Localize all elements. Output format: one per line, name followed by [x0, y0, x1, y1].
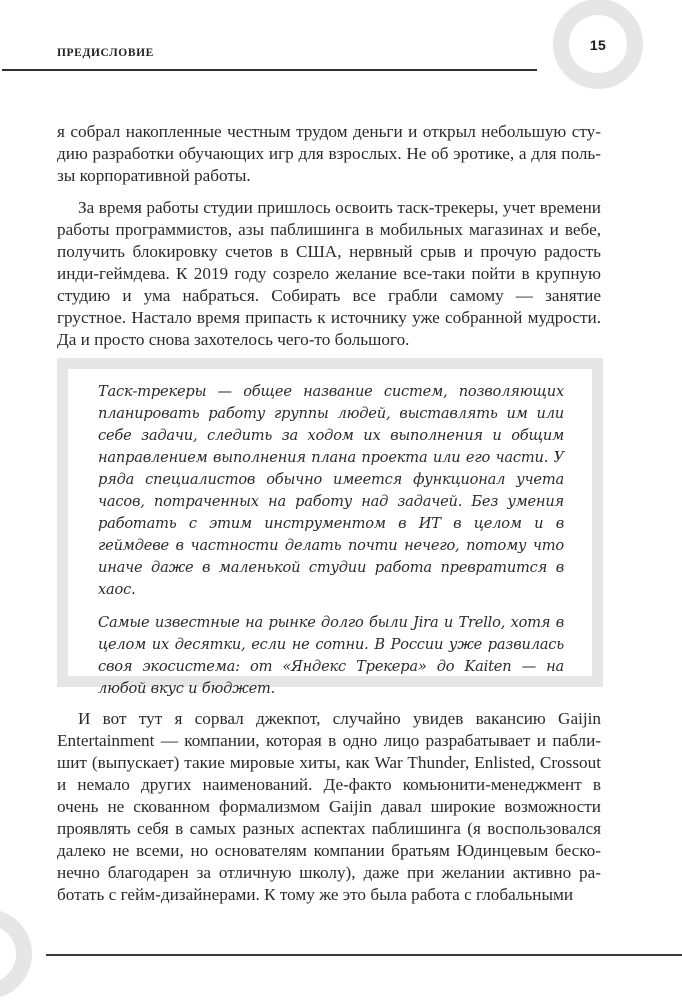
body-paragraph-2 — [57, 197, 601, 351]
callout-paragraph-1: Таск-трекеры — общее название систем, позволяющих планировать работу группы людей, выставлять им или себе задачи, следить за ходом их выполнения и общим направлением выполнения плана проекта или его части. У ряда специалистов обычно имеется функционал учета часов, потраченных на работу над задачей. Без умения работать с этим инструментом в ИТ в целом и в геймдеве в частности делать почти нечего, потому что иначе даже в маленькой студии работа превратится в хаос. — [98, 383, 564, 598]
callout-paragraph-2: Самые известные на рынке долго были Jira и Trello, хотя в целом их десятки, если не сотни. В России уже развилась своя экосистема: от «Яндекс Трекера» до Kaiten — на любой вкус и бюджет. — [98, 614, 564, 697]
body-paragraph-1 — [57, 121, 601, 187]
page-number-ring — [553, 0, 643, 89]
callout-body — [98, 381, 564, 711]
running-head: ПРЕДИСЛОВИЕ — [57, 47, 154, 59]
footer-rule — [46, 954, 682, 956]
paragraph-text: За время работы студии пришлось освоить таск-трекеры, учет времени работы программистов, азы паблишинга в мобильных магазинах и вебе, получить блокировку счетов в США, нервный срыв и прочую радость инди-геймдева. К 2019 году созрело желание все-таки пойти в крупную студию и ума набраться. Собирать все грабли самому — занятие грустное. Настало время припасть к источнику уже собранной мудрости. Да и просто снова захотелось чего-то большого. — [57, 198, 601, 349]
body-paragraph-3 — [57, 708, 601, 906]
paragraph-text: И вот тут я сорвал джекпот, случайно увидев вакансию Gaijin Entertainment — компании, которая в одно лицо разрабатывает и паблишит (выпускает) такие мировые хиты, как War Thunder, Enlisted, Crossout и немало других наименований. Де-факто комьюнити-менеджмент в очень не скованном формализмом Gaijin давал широкие возможности проявлять себя в самых разных аспектах паблишинга (я воспользовался далеко не всеми, но основателям компании братьям Юдинцевым бесконечно благодарен за отличную школу), даже при желании активно работать с гейм-дизайнерами. К тому же это была работа с глобальными — [57, 709, 601, 904]
callout-box — [57, 358, 603, 697]
header-rule — [2, 69, 537, 71]
decorative-ring-bottom — [0, 909, 32, 999]
paragraph-text: я собрал накопленные честным трудом деньги и открыл небольшую студию разработки обучающих игр для взрослых. Не об эротике, а для пользы корпоративной работы. — [57, 122, 601, 185]
page-number: 15 — [589, 37, 607, 53]
